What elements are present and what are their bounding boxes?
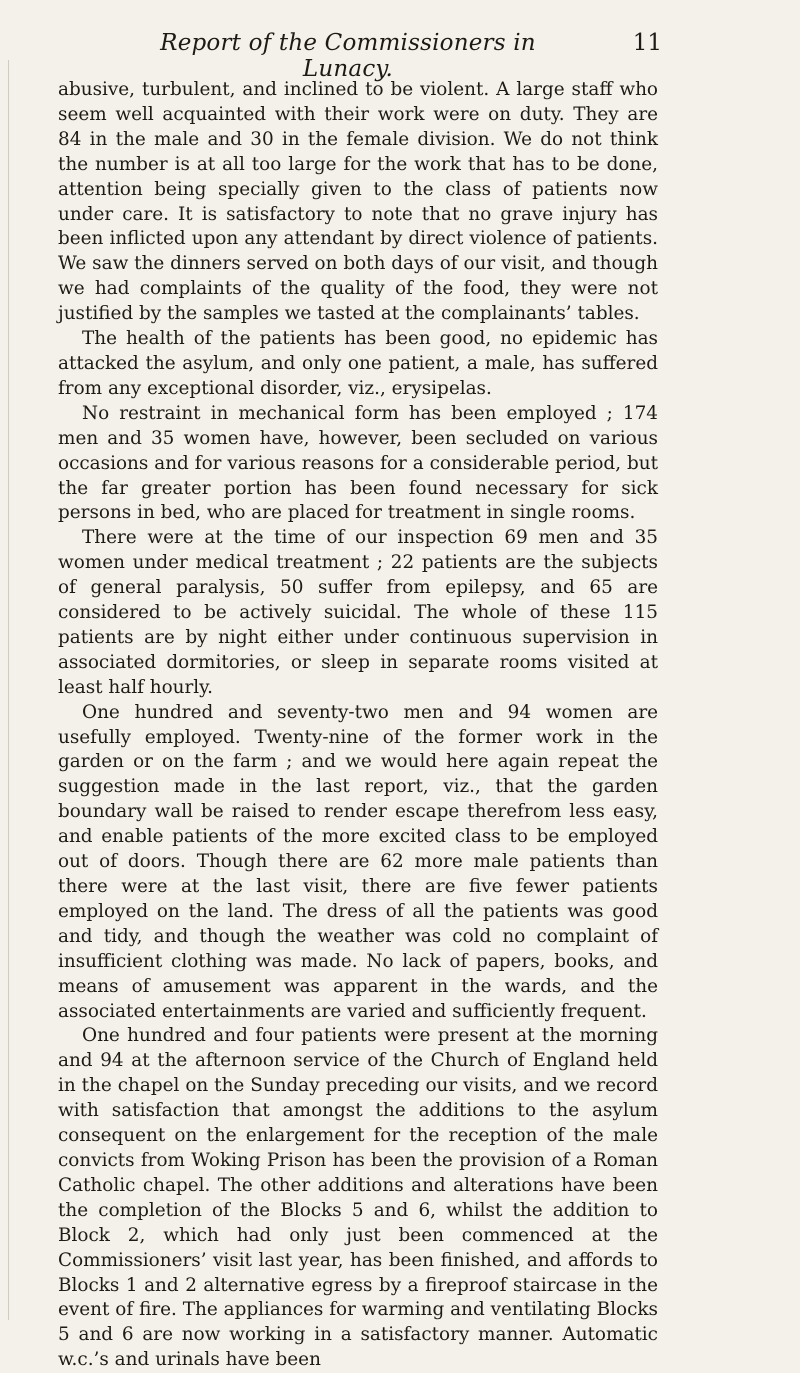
running-header [0, 26, 800, 82]
binding-edge [8, 60, 9, 1320]
body-text [58, 78, 658, 1373]
paragraph-chapel-and-additions: One hundred and four patients were present at the morning and 94 at the afternoon service of the Church of England held in the chapel on the Sunday preceding our visits, and we record with satisfaction that amongst the additions to the asylum consequent on the enlargement for the reception of the male convicts from Woking Prison has been the provision of a Roman Catholic chapel. The other additions and alterations have been the completion of the Blocks 5 and 6, whilst the addition to Block 2, which had only just been commenced at the Commissioners’ visit last year, has been finished, and affords to Blocks 1 and 2 alternative egress by a fireproof staircase in the event of fire. The appliances for warming and ventilating Blocks 5 and 6 are now working in a satisfactory manner. Automatic w.c.’s and urinals have been [58, 1025, 658, 1371]
running-title: Report of the Commissioners in Lunacy. [160, 30, 536, 82]
paragraph-medical-treatment: There were at the time of our inspection 69 men and 35 women under medical treatment ; 22 patients are the subjects of general paralysis, 50 suffer from epilepsy, and 65 are considered to be actively suicidal. The whole of these 115 patients are by night either under continuous supervision in associated dormitories, or sleep in separate rooms visited at least half hourly. [58, 527, 658, 698]
paragraph-health: The health of the patients has been good, no epidemic has attacked the asylum, and only one patient, a male, has suffered from any exceptional disorder, viz., erysipelas. [58, 328, 658, 399]
paragraph-restraint: No restraint in mechanical form has been employed ; 174 men and 35 women have, however, been secluded on various occasions and for various reasons for a considerable period, but the far greater portion has been found necessary for sick persons in bed, who are placed for treatment in single rooms. [58, 402, 658, 524]
page-number: 11 [632, 30, 662, 56]
paragraph-staff-and-diet: abusive, turbulent, and inclined to be violent. A large staff who seem well acquainted with their work were on duty. They are 84 in the male and 30 in the female division. We do not think the number is at all too large for the work that has to be done, attention being specially given to the class of patients now under care. It is satisfactory to note that no grave injury has been inflicted upon any attendant by direct violence of patients. We saw the dinners served on both days of our visit, and though we had complaints of the quality of the food, they were not justified by the samples we tasted at the complainants’ tables. [58, 79, 658, 325]
paragraph-employment: One hundred and seventy-two men and 94 women are usefully employed. Twenty-nine of the former work in the garden or on the farm ; and we would here again repeat the suggestion made in the last report, viz., that the garden boundary wall be raised to render escape therefrom less easy, and enable patients of the more excited class to be employed out of doors. Though there are 62 more male patients than there were at the last visit, there are five fewer patients employed on the land. The dress of all the patients was good and tidy, and though the weather was cold no complaint of insufficient clothing was made. No lack of papers, books, and means of amusement was apparent in the wards, and the associated entertainments are varied and sufficiently frequent. [58, 701, 658, 1022]
